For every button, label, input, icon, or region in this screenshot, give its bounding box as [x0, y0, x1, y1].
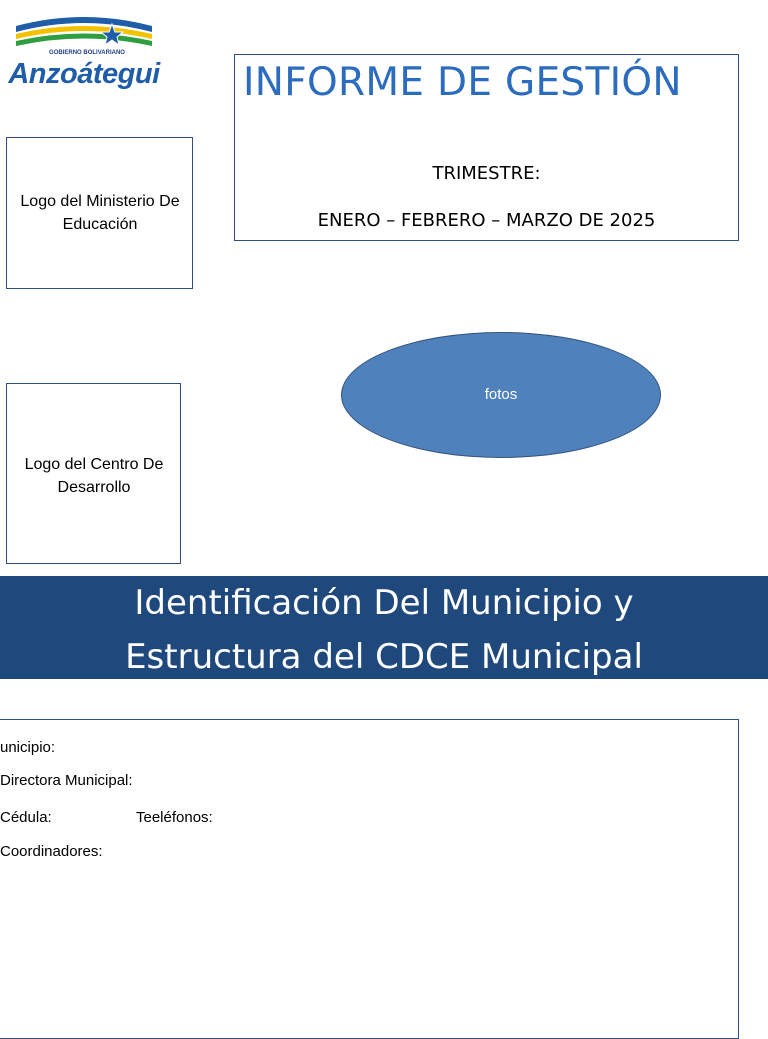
trimestre-label: TRIMESTRE:: [432, 163, 541, 184]
logo-top-text: GOBIERNO BOLIVARIANO: [49, 50, 125, 56]
banner-line-2: Estructura del CDCE Municipal: [125, 637, 643, 677]
banner-line-1: Identificación Del Municipio y: [134, 583, 634, 623]
municipio-form-box: [0, 719, 739, 1039]
telefonos-label: Teeléfonos:: [136, 809, 213, 826]
cedula-label: Cédula:: [0, 809, 52, 826]
directora-label: Directora Municipal:: [0, 772, 133, 789]
coordinadores-label: Coordinadores:: [0, 843, 103, 860]
ministerio-logo-label: Logo del Ministerio De Educación: [20, 193, 180, 233]
report-title: INFORME DE GESTIÓN: [243, 60, 682, 105]
municipio-label: unicipio:: [0, 739, 56, 756]
period-text: ENERO – FEBRERO – MARZO DE 2025: [317, 210, 656, 231]
photos-label: fotos: [484, 386, 518, 403]
logo-name: Anzoátegui: [8, 58, 160, 90]
centro-logo-label: Logo del Centro De Desarrollo: [24, 456, 164, 496]
